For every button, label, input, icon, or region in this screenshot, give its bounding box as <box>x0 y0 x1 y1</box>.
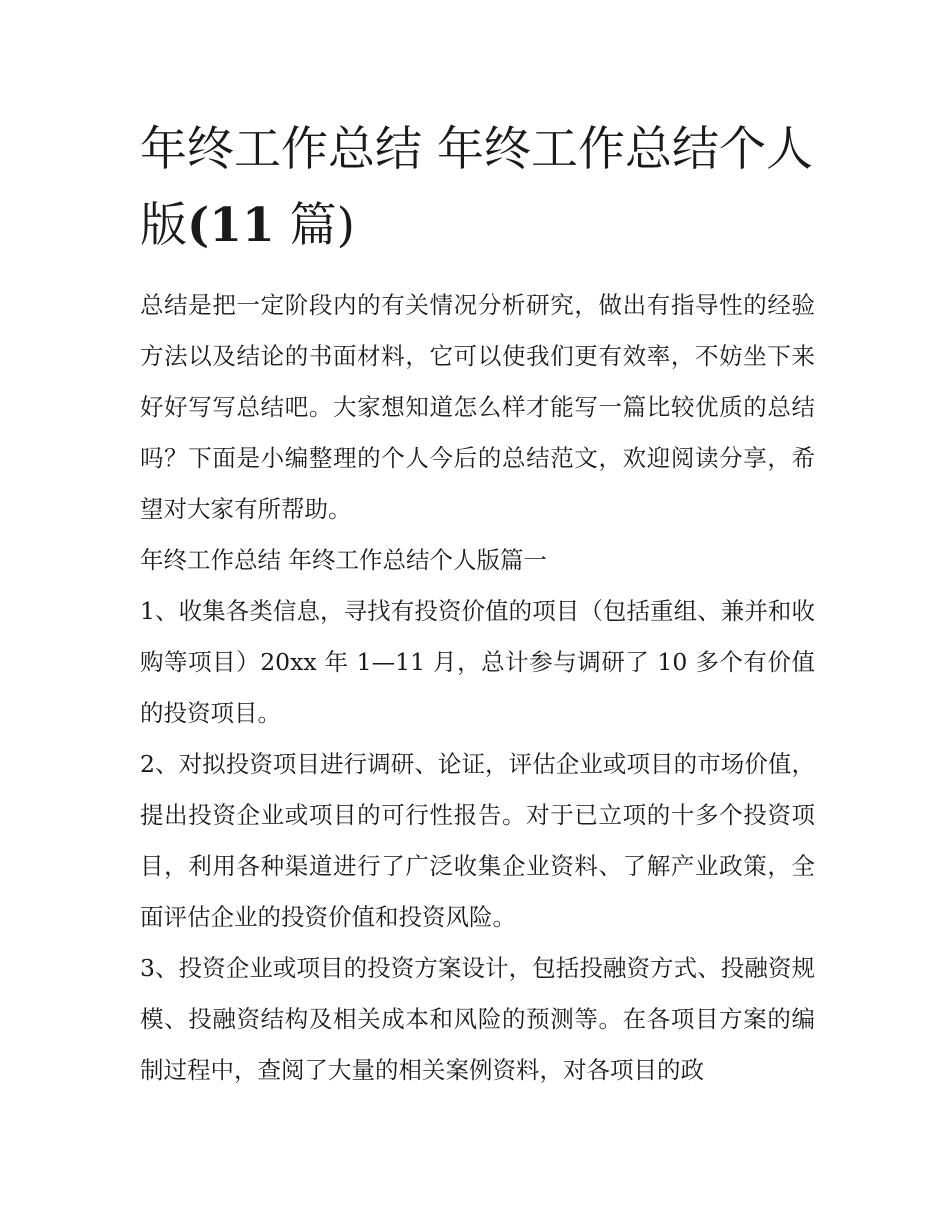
list-item: 2、对拟投资项目进行调研、论证，评估企业或项目的市场价值，提出投资企业或项目的可行性报告。对于已立项的十多个投资项目，利用各种渠道进行了广泛收集企业资料、了解产业政策，全面评估企业的投资价值和投资风险。 <box>140 750 815 931</box>
title-text: 年终工作总结 年终工作总结个人版 <box>140 122 813 253</box>
title-suffix: 篇) <box>274 198 355 253</box>
document-page <box>140 112 815 1096</box>
intro-paragraph: 总结是把一定阶段内的有关情况分析研究，做出有指导性的经验方法以及结论的书面材料，它可以使我们更有效率，不妨坐下来好好写写总结吧。大家想知道怎么样才能写一篇比较优质的总结吗？下面是小编整理的个人今后的总结范文，欢迎阅读分享，希望对大家有所帮助。 <box>140 291 815 523</box>
list-item: 1、收集各类信息，寻找有投资价值的项目（包括重组、兼并和收购等项目）20xx 年 1—11 月，总计参与调研了 10 多个有价值的投资项目。 <box>140 597 815 727</box>
list-item: 3、投资企业或项目的投资方案设计，包括投融资方式、投融资规模、投融资结构及相关成本和风险的预测等。在各项目方案的编制过程中，查阅了大量的相关案例资料，对各项目的政 <box>140 954 815 1084</box>
document-title <box>140 112 815 264</box>
title-count: (11 <box>187 198 275 253</box>
section-heading: 年终工作总结 年终工作总结个人版篇一 <box>140 546 547 574</box>
